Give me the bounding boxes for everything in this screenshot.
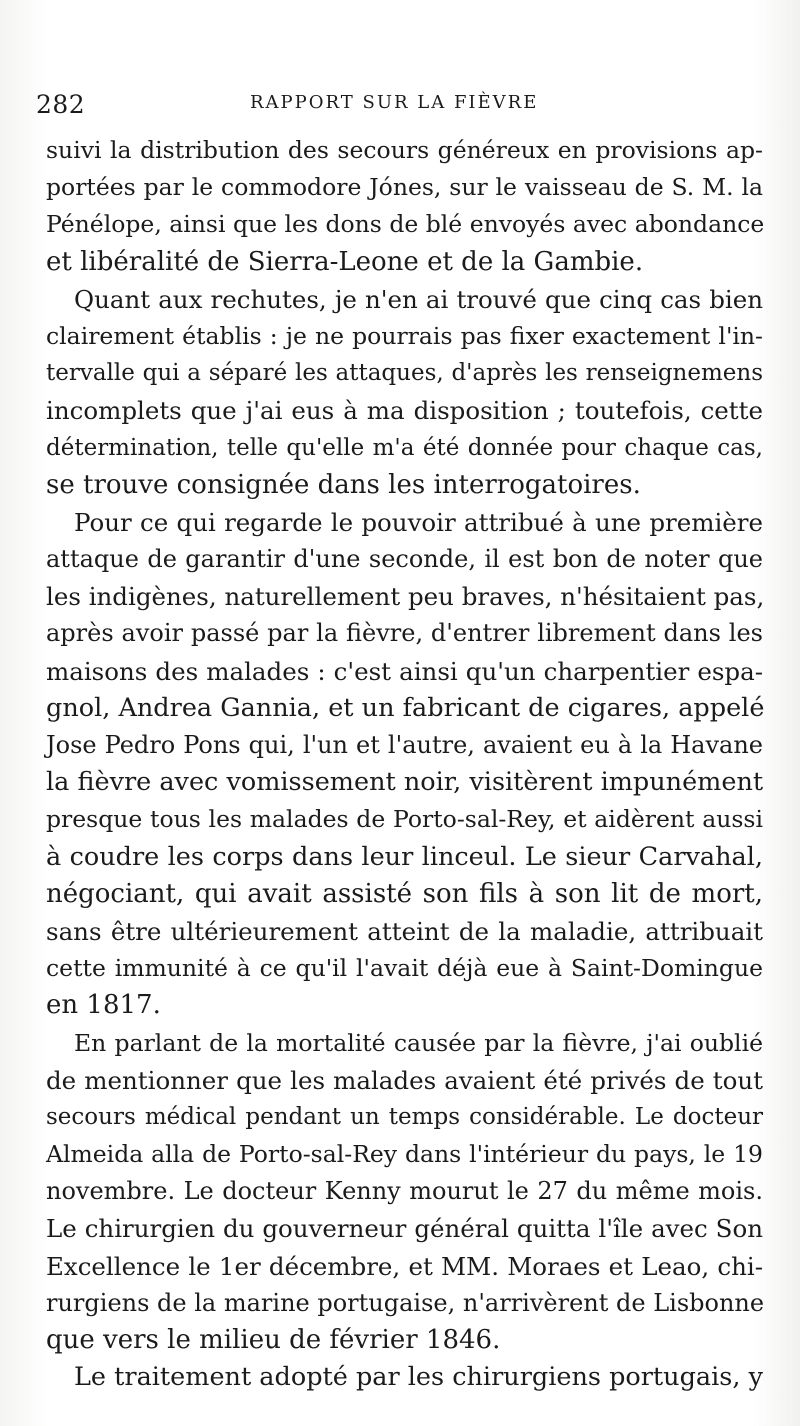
text-line: portées par le commodore Jónes, sur le vaisseau de S. M. la bbox=[46, 173, 763, 202]
text-line: se trouve consignée dans les interrogatoires. bbox=[46, 469, 641, 500]
text-line: négociant, qui avait assisté son fils à son lit de mort, bbox=[46, 878, 763, 909]
text-line: rurgiens de la marine portugaise, n'arrivèrent de Lisbonne bbox=[46, 1288, 765, 1317]
text-line: incomplets que j'ai eus à ma disposition ; toutefois, cette bbox=[46, 396, 763, 426]
text-line: en 1817. bbox=[46, 990, 161, 1021]
running-title: RAPPORT SUR LA FIÈVRE bbox=[250, 92, 539, 113]
text-line: la fièvre avec vomissement noir, visitèrent impunément bbox=[46, 767, 764, 798]
text-line: à coudre les corps dans leur linceul. Le sieur Carvahal, bbox=[46, 841, 763, 872]
text-line: presque tous les malades de Porto-sal-Rey, et aidèrent aussi bbox=[46, 805, 763, 834]
text-line: Quant aux rechutes, je n'en ai trouvé que cinq cas bien bbox=[74, 284, 763, 314]
text-line: Le chirurgien du gouverneur général quitta l'île avec Son bbox=[46, 1214, 763, 1244]
text-line: gnol, Andrea Gannia, et un fabricant de cigares, appelé bbox=[46, 692, 765, 723]
text-line: Le traitement adopté par les chirurgiens portugais, y bbox=[74, 1362, 763, 1393]
text-line: suivi la distribution des secours généreux en provisions ap- bbox=[46, 136, 763, 164]
text-line: Excellence le 1er décembre, et MM. Moraes et Leao, chi- bbox=[46, 1251, 763, 1281]
text-line: Almeida alla de Porto-sal-Rey dans l'intérieur du pays, le 19 bbox=[46, 1140, 763, 1169]
text-line: Jose Pedro Pons qui, l'un et l'autre, avaient eu à la Havane bbox=[46, 731, 763, 759]
page-number: 282 bbox=[36, 90, 86, 119]
text-line: que vers le milieu de février 1846. bbox=[46, 1325, 501, 1355]
text-line: après avoir passé par la fièvre, d'entrer librement dans les bbox=[46, 619, 763, 648]
text-line: cette immunité à ce qu'il l'avait déjà eue à Saint-Domingue bbox=[46, 954, 763, 983]
text-line: secours médical pendant un temps considérable. Le docteur bbox=[46, 1103, 763, 1130]
text-line: de mentionner que les malades avaient été privés de tout bbox=[46, 1065, 763, 1095]
text-line: Pénélope, ainsi que les dons de blé envoyés avec abondance bbox=[46, 210, 765, 239]
text-line: Pour ce qui regarde le pouvoir attribué à une première bbox=[74, 507, 763, 537]
text-line: sans être ultérieurement atteint de la maladie, attribuait bbox=[46, 916, 763, 946]
text-line: attaque de garantir d'une seconde, il est bon de noter que bbox=[46, 545, 763, 574]
text-line: les indigènes, naturellement peu braves, n'hésitaient pas, bbox=[46, 582, 765, 612]
text-line: clairement établis : je ne pourrais pas fixer exactement l'in- bbox=[46, 321, 763, 350]
text-line: tervalle qui a séparé les attaques, d'après les renseignemens bbox=[46, 360, 763, 387]
page-header bbox=[36, 84, 764, 124]
text-line: détermination, telle qu'elle m'a été donnée pour chaque cas, bbox=[46, 434, 763, 461]
text-line: et libéralité de Sierra-Leone et de la Gambie. bbox=[46, 246, 644, 277]
text-line: novembre. Le docteur Kenny mourut le 27 du même mois. bbox=[46, 1177, 763, 1206]
text-line: maisons des malades : c'est ainsi qu'un charpentier espa- bbox=[46, 656, 763, 686]
text-line: En parlant de la mortalité causée par la fièvre, j'ai oublié bbox=[74, 1028, 763, 1057]
body-text bbox=[46, 132, 763, 1396]
